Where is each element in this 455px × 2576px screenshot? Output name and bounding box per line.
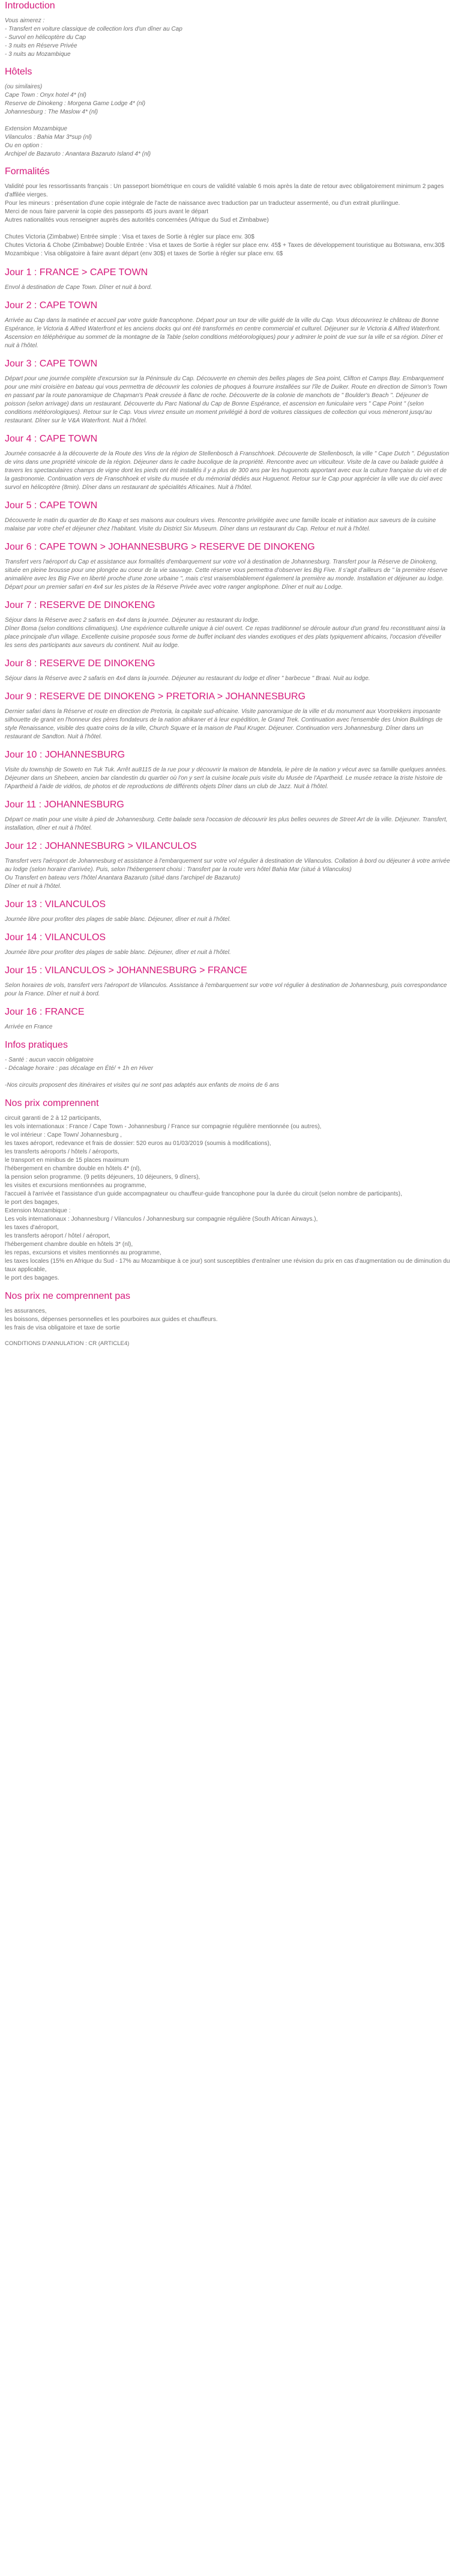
section-title: Jour 14 : VILANCULOS: [5, 932, 106, 943]
section-body: Découverte le matin du quartier de Bo Kaap et ses maisons aux couleurs vives. Rencontre privilégiée avec une famille locale et initiation aux saveurs de la cuisine malaise par votre chef et déjeuner chez l'habitant. Visite du District Six Museum. Dîner dans un restaurant du Cap. Retour et nuit à l'hôtel.: [5, 517, 436, 532]
section-title: Formalités: [5, 166, 50, 177]
section-body: les assurances, les boissons, dépenses personnelles et les pourboires aux guides et chauffeurs. les frais de visa obligatoire et taxe de sortie: [5, 1308, 218, 1331]
section-jour-8: [5, 658, 450, 683]
section-body: Selon horaires de vols, transfert vers l'aéroport de Vilanculos. Assistance à l'embarquement sur votre vol régulier à destination de Johannesburg, puis correspondance pour la France. Dîner et nuit à bord.: [5, 982, 447, 997]
section-body: Journée consacrée à la découverte de la Route des Vins de la région de Stellenbosch à Franschhoek. Découverte de Stellenbosch, la ville " Cape Dutch ". Dégustation de vins dans une propriété vinicole de la région. Déjeuner dans le cadre bucolique de la propriété. Rencontre avec un viticulteur. Visite de la cave ou balade guidée à travers les spectaculaires champs de vigne dont les pieds ont été installés il y a plus de 300 ans par les huguenots apportant avec eux la culture française du vin et de la gastronomie. Continuation vers de Franschhoek et visite du musée et du mémorial dédiés aux Huguenot. Retour sur le Cap pour apprécier la ville vue du ciel avec survol en hélicoptère (8min). Dîner dans un restaurant de spécialités Africaines. Nuit à l'hôtel.: [5, 451, 450, 491]
section-title: Jour 3 : CAPE TOWN: [5, 359, 98, 369]
section-title: Jour 13 : VILANCULOS: [5, 899, 106, 910]
section-body: Transfert vers l'aéroport de Johannesburg et assistance à l'embarquement sur votre vol régulier à destination de Vilanculos. Collation à bord ou déjeuner à votre arrivée au lodge (selon horaire d'arrivée). Puis, selon l'hébergement choisi : Transfert par la route vers hôtel Bahia Mar (situé à Vilanculos) Ou Transfert en bateau vers l'hôtel Anantara Bazaruto (situé dans l'archipel de Bazaruto) Dîner et nuit à l'hôtel.: [5, 858, 450, 890]
section-jour-12: [5, 840, 450, 891]
section-jour-6: [5, 541, 450, 592]
section-body: Vous aimerez : - Transfert en voiture classique de collection lors d'un dîner au Cap - Survol en hélicoptère du Cap - 3 nuits en Réserve Privée - 3 nuits au Mozambique: [5, 17, 182, 58]
section-title: Jour 12 : JOHANNESBURG > VILANCULOS: [5, 841, 197, 851]
section-jour-15: [5, 965, 450, 998]
section-jour-11: [5, 799, 450, 833]
section-jour-14: [5, 932, 450, 957]
section-body: Journée libre pour profiter des plages de sable blanc. Déjeuner, dîner et nuit à l'hôtel.: [5, 916, 231, 923]
section-body: Dernier safari dans la Réserve et route en direction de Pretoria, la capitale sud-africaine. Visite panoramique de la ville et du monument aux Voortrekkers imposante silhouette de granit en l'honneur des pères fondateurs de la nation afrikaner et à leur expédition, le Grand Trek. Continuation avec l'ensemble des Union Buildings de style Renaissance, visible des quatre coins de la ville, Church Square et la maison de Paul Kruger. Déjeuner. Continuation vers Johannesburg. Dîner dans un restaurant de Sandton. Nuit à l'hôtel.: [5, 708, 443, 740]
section-body: Arrivée au Cap dans la matinée et accueil par votre guide francophone. Départ pour un tour de ville guidé de la ville du Cap. Vous découvrirez le château de Bonne Espérance, le Victoria & Alfred Waterfront et les anciens docks qui ont été transformés en centre commercial et culturel. Déjeuner sur le Victoria & Alfred Waterfront. Ascension en téléphérique au sommet de la montagne de la Table (selon conditions météorologiques) pour y admirer le point de vue sur la ville et sa région. Dîner et nuit à l'hôtel.: [5, 317, 443, 349]
section-hotels: [5, 66, 450, 159]
section-infos-pratiques: [5, 1039, 450, 1090]
section-title: Jour 10 : JOHANNESBURG: [5, 750, 125, 760]
section-title: Hôtels: [5, 67, 32, 77]
section-formalites: [5, 166, 450, 258]
section-jour-5: [5, 500, 450, 533]
section-jour-1: [5, 267, 450, 292]
section-title: Jour 6 : CAPE TOWN > JOHANNESBURG > RESERVE DE DINOKENG: [5, 542, 315, 552]
section-body: Validité pour les ressortissants français : Un passeport biométrique en cours de validité valable 6 mois après la date de retour avec obligatoirement minimum 2 pages d'affilée vierges. Pour les mineurs : présentation d'une copie intégrale de l'acte de naissance avec traduction par un traducteur assermenté, ou d'un extrait plurilingue. Merci de nous faire parvenir la copie des passeports 45 jours avant le départ Autres nationalités vous renseigner auprès des autorités concernées (Afrique du Sud et Zimbabwe) Chutes Victoria (Zimbabwe) Entrée simple : Visa et taxes de Sortie à régler sur place env. 30$ Chutes Victoria & Chobe (Zimbabwe) Double Entrée : Visa et taxes de Sortie à régler sur place env. 45$ + Taxes de développement touristique au Botswana, env.30$ Mozambique : Visa obligatoire à faire avant départ (env 30$) et taxes de Sortie à régler sur place env. 6$: [5, 183, 445, 257]
section-prix-comprennent: [5, 1098, 450, 1283]
section-body: Arrivée en France: [5, 1024, 53, 1030]
cancellation-conditions: CONDITIONS D'ANNULATION : CR (ARTICLE4): [5, 1340, 130, 1347]
section-title: Jour 5 : CAPE TOWN: [5, 500, 98, 511]
section-body: - Santé : aucun vaccin obligatoire - Décalage horaire : pas décalage en Été/ + 1h en Hiver -Nos circuits proposent des itinéraires et visites qui ne sont pas adaptés aux enfants de moins de 6 ans: [5, 1057, 279, 1089]
section-title: Jour 16 : FRANCE: [5, 1007, 85, 1017]
section-body: Départ pour une journée complète d'excursion sur la Péninsule du Cap. Découverte en chemin des belles plages de Sea point, Clifton et Camps Bay. Embarquement pour une mini croisière en bateau qui vous permettra de découvrir les colonies de phoques à fourrure installées sur l'île de Duiker. Route en direction de Simon's Town en passant par la route panoramique de Chapman's Peak creusée à flanc de roche. Découverte de la colonie de manchots de " Boulder's Beach ". Déjeuner de poisson (selon arrivage) dans un restaurant. Découverte du Parc National du Cap de Bonne Espérance, et ascension en funiculaire vers " Cape Point " (selon conditions météorologiques). Retour sur le Cap. Vous vivrez ensuite un moment privilégié à bord de voitures classiques de collection qui vous mèneront jusqu'au restaurant. Dîner sur le V&A Waterfront. Nuit à l'hôtel.: [5, 375, 447, 424]
section-title: Jour 9 : RESERVE DE DINOKENG > PRETORIA > JOHANNESBURG: [5, 691, 306, 702]
section-jour-3: [5, 358, 450, 425]
section-title: Nos prix ne comprennent pas: [5, 1291, 130, 1301]
section-jour-10: [5, 749, 450, 791]
section-jour-7: [5, 600, 450, 650]
section-title: Jour 7 : RESERVE DE DINOKENG: [5, 600, 155, 610]
section-body: circuit garanti de 2 à 12 participants, les vols internationaux : France / Cape Town - Johannesburg / France sur compagnie régulière mentionnée (ou autres), le vol intérieur : Cape Town/ Johannesburg , les taxes aéroport, redevance et frais de dossier: 520 euros au 01/03/2019 (soumis à modifications), les transferts aéroports / hôtels / aéroports, le transport en minibus de 15 places maximum l'hébergement en chambre double en hôtels 4* (nl), la pension selon programme. (9 petits déjeuners, 10 déjeuners, 9 dîners), les visites et excursions mentionnées au programme, l'accueil à l'arrivée et l'assistance d'un guide accompagnateur ou chauffeur-guide francophone pour la durée du circuit (selon nombre de participants), le port des bagages, Extension Mozambique : Les vols internationaux : Johannesburg / Vilanculos / Johannesburg sur compagnie régulière (South African Airways.), les taxes d'aéroport, les transferts aéroport / hôtel / aéroport, l'hébergement chambre double en hôtels 3* (nl), les repas, excursions et visites mentionnés au programme, les taxes locales (15% en Afrique du Sud - 17% au Mozambique à ce jour) sont susceptibles d'entraîner une révision du prix en cas d'augmentation ou de diminution du taux applicable, le port des bagages.: [5, 1115, 450, 1281]
section-body: Visite du township de Soweto en Tuk Tuk. Arrêt au8115 de la rue pour y découvrir la maison de Mandela, le père de la nation y vécut avec sa famille quelques années. Déjeuner dans un Shebeen, ancien bar clandestin du quartier où l'on y sert la cuisine locale puis visite du Musée de l'Apartheid. Le musée retrace la triste histoire de l'Apartheid à l'aide de vidéos, de photos et de reproductions de différents objets Dîner dans un club de Jazz. Nuit à l'hôtel.: [5, 767, 447, 790]
section-title: Nos prix comprennent: [5, 1098, 99, 1108]
section-body: Séjour dans la Réserve avec 2 safaris en 4x4 dans la journée. Déjeuner au restaurant du lodge et dîner " barbecue " Braai. Nuit au lodge.: [5, 675, 370, 682]
section-jour-16: [5, 1006, 450, 1031]
section-title: Jour 1 : FRANCE > CAPE TOWN: [5, 267, 148, 278]
section-title: Introduction: [5, 1, 55, 11]
section-title: Infos pratiques: [5, 1040, 68, 1050]
section-body: Séjour dans la Réserve avec 2 safaris en 4x4 dans la journée. Déjeuner au restaurant du lodge. Dîner Boma (selon conditions climatiques). Une expérience culturelle unique à ciel ouvert. Ce repas traditionnel se déroule autour d'un grand feu reconstituant ainsi la place principale d'un village. Excellente cuisine proposée sous forme de buffet incluant des viandes exotiques et des plats typiquement africains, l'occasion d'éveiller les sens des participants aux saveurs du continent. Nuit au lodge.: [5, 617, 445, 649]
section-jour-2: [5, 300, 450, 350]
section-jour-13: [5, 899, 450, 924]
section-body: Transfert vers l'aéroport du Cap et assistance aux formalités d'embarquement sur votre vol à destination de Johannesburg. Transfert pour la Réserve de Dinokeng, située en pleine brousse pour une plongée au coeur de la vie sauvage. Cette réserve vous permettra d'observer les Big Five. Il s'agit d'ailleurs de " la première réserve animalière avec les Big Five en liberté proche d'une zone urbaine ", mais c'est vraisemblablement également la première au monde. Installation et déjeuner au lodge. Départ pour un premier safari en 4x4 sur les pistes de la Réserve Privée avec votre ranger anglophone. Dîner et nuit au Lodge.: [5, 559, 448, 591]
section-title: Jour 4 : CAPE TOWN: [5, 434, 98, 444]
section-introduction: [5, 0, 450, 59]
section-body: Départ ce matin pour une visite à pied de Johannesburg. Cette balade sera l'occasion de découvrir les plus belles oeuvres de Street Art de la ville. Déjeuner. Transfert, installation, dîner et nuit à l'hôtel.: [5, 816, 448, 831]
section-title: Jour 15 : VILANCULOS > JOHANNESBURG > FRANCE: [5, 965, 247, 976]
section-body: Envol à destination de Cape Town. Dîner et nuit à bord.: [5, 284, 152, 291]
section-jour-4: [5, 433, 450, 492]
section-prix-ne-comprennent-pas: [5, 1290, 450, 1332]
section-title: Jour 11 : JOHANNESBURG: [5, 800, 124, 810]
section-body: (ou similaires) Cape Town : Onyx hotel 4* (nl) Reserve de Dinokeng : Morgena Game Lodge 4* (nl) Johannesburg : The Maslow 4* (nl) Extension Mozambique Vilanculos : Bahia Mar 3*sup (nl) Ou en option : Archipel de Bazaruto : Anantara Bazaruto Island 4* (nl): [5, 84, 151, 157]
section-body: Journée libre pour profiter des plages de sable blanc. Déjeuner, dîner et nuit à l'hôtel.: [5, 949, 231, 956]
section-jour-9: [5, 691, 450, 741]
section-title: Jour 8 : RESERVE DE DINOKENG: [5, 658, 155, 669]
section-title: Jour 2 : CAPE TOWN: [5, 300, 98, 311]
